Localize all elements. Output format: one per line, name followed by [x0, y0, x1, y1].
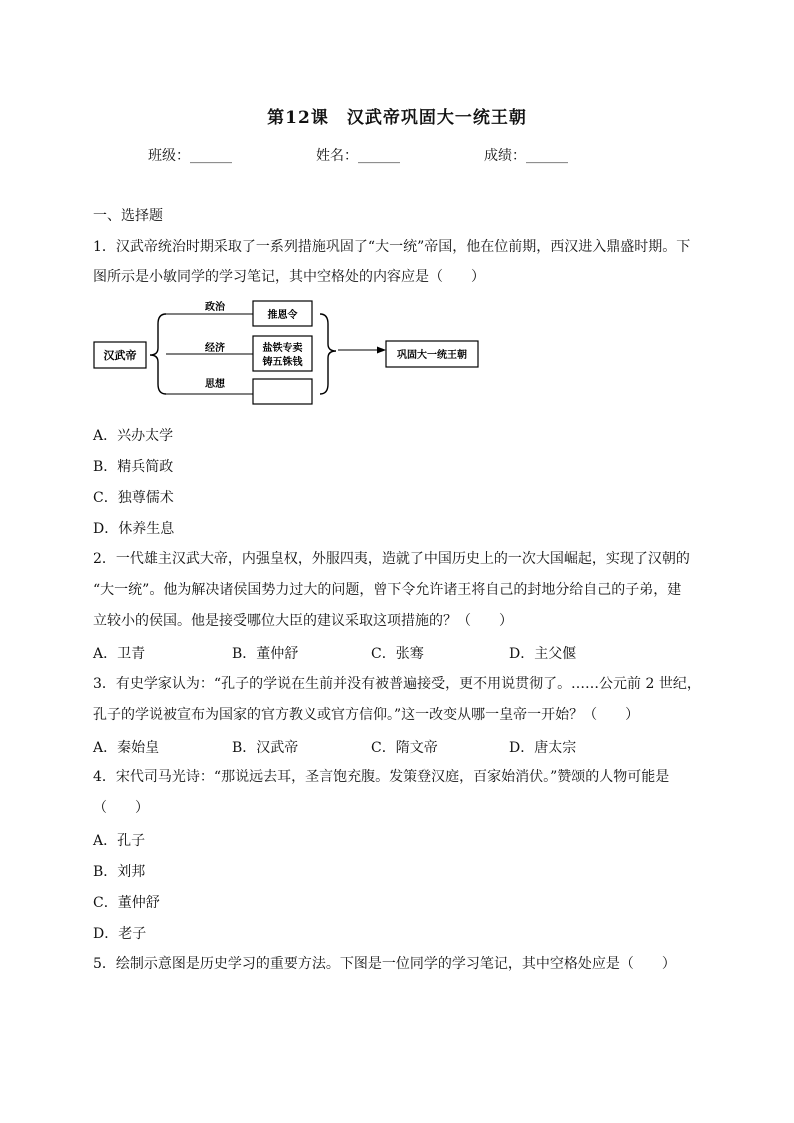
diagram-center-label: 汉武帝	[103, 349, 137, 362]
q2-line1: 2．一代雄主汉武大帝，内强皇权，外服四夷，造就了中国历史上的一次大国崛起，实现了汉朝的	[93, 551, 690, 567]
name-field	[316, 145, 400, 165]
q4-option-d: D．老子	[93, 926, 147, 942]
q2-option-a: A．卫青	[93, 646, 146, 662]
q3-option-b: B．汉武帝	[232, 740, 299, 756]
branch-label-thought: 思想	[205, 379, 225, 390]
right-brace	[320, 314, 336, 394]
diagram-box-politics-text: 推恩令	[267, 310, 298, 321]
q2-line2: “大一统”。他为解决诸侯国势力过大的问题，曾下令允许诸王将自己的封地分给自己的子弟，建	[93, 582, 682, 598]
q2-option-b: B．董仲舒	[232, 646, 299, 662]
class-blank: ______	[190, 148, 232, 164]
diagram-box-economy-line2: 铸五铢钱	[262, 357, 303, 368]
class-field	[148, 145, 232, 165]
diagram-result-label: 巩固大一统王朝	[397, 350, 467, 361]
q3-option-d: D．唐太宗	[509, 740, 577, 756]
q1-diagram	[90, 296, 490, 408]
diagram-box-economy-line1: 盐铁专卖	[262, 343, 303, 354]
score-label: 成绩：	[484, 148, 526, 164]
q4-option-b: B．刘邦	[93, 864, 146, 880]
diagram-box-thought-blank	[253, 379, 312, 404]
q1-option-b: B．精兵简政	[93, 459, 174, 475]
q1-option-a: A．兴办太学	[93, 428, 174, 444]
q4-line2: （ ）	[93, 800, 149, 816]
name-label: 姓名：	[316, 148, 358, 164]
diagram-arrow-head	[377, 347, 386, 354]
q1-option-c: C．独尊儒术	[93, 490, 174, 506]
q2-line3: 立较小的侯国。他是接受哪位大臣的建议采取这项措施的？（ ）	[93, 613, 513, 629]
q1-line1: 1．汉武帝统治时期采取了一系列措施巩固了“大一统”帝国，他在位前期，西汉进入鼎盛时期。下	[93, 239, 691, 255]
q3-option-c: C．隋文帝	[371, 740, 438, 756]
name-blank: ______	[358, 148, 400, 164]
q1-option-d: D．休养生息	[93, 521, 175, 537]
q2-option-d: D．主父偃	[509, 646, 577, 662]
q4-option-a: A．孔子	[93, 833, 146, 849]
page-title: 第12课 汉武帝巩固大一统王朝	[267, 108, 527, 128]
score-blank: ______	[526, 148, 568, 164]
q4-line1: 4．宋代司马光诗：“那说远去耳，圣言饱充腹。发策登汉庭，百家始消伏。”赞颂的人物可能是	[93, 769, 670, 785]
q1-line2: 图所示是小敏同学的学习笔记，其中空格处的内容应是（ ）	[93, 269, 485, 285]
score-field	[484, 145, 568, 165]
q3-option-a: A．秦始皇	[93, 740, 160, 756]
q3-line1: 3．有史学家认为：“孔子的学说在生前并没有被普遍接受，更不用说贯彻了。……公元前 2 世纪，	[93, 676, 701, 692]
branch-label-economy: 经济	[205, 343, 225, 354]
left-brace	[150, 314, 166, 394]
section-heading: 一、选择题	[93, 208, 163, 224]
q2-option-c: C．张骞	[371, 646, 424, 662]
class-label: 班级：	[148, 148, 190, 164]
q4-option-c: C．董仲舒	[93, 895, 160, 911]
q5-line1: 5．绘制示意图是历史学习的重要方法。下图是一位同学的学习笔记，其中空格处应是（ ）	[93, 956, 676, 972]
branch-label-politics: 政治	[205, 302, 225, 313]
q3-line2: 孔子的学说被宣布为国家的官方教义或官方信仰。”这一改变从哪一皇帝一开始？（ ）	[93, 707, 640, 723]
